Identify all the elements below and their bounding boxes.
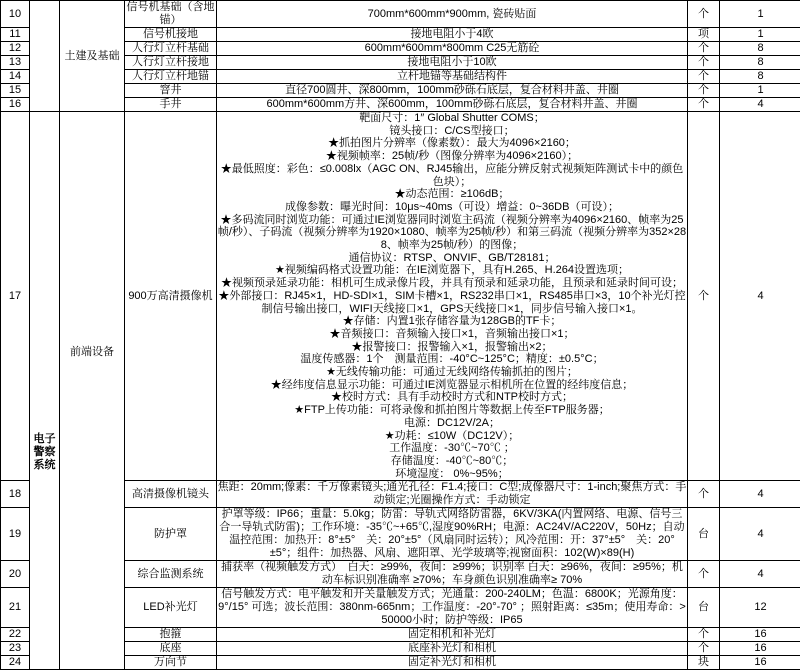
item-cell: 综合监测系统 bbox=[125, 561, 217, 588]
unit-cell: 个 bbox=[688, 1, 720, 28]
desc-cell: 靶面尺寸：1″ Global Shutter COMS； 镜头接口：C/CS型接口； ★抓拍图片分辨率（像素数）：最大为4096×2160； ★视频帧率：25帧/秒（图像分辨率为4096×2160）； ★最低照度：彩色：≤0.008lx（AGC ON、RJ45输出，应能分辨反射式视频矩阵测试卡中的颜色色块）； ★动态范围：≥106dB； 成像参数：曝光时间：10μs~40ms（可设）增益：0~36DB（可设）； ★多码流同时浏览功能：可通过IE浏览器同时浏览主码流（视频分辨率为4096×2160、帧率为25帧/秒）、子码流（视频分辨率为1920×1080、帧率为25帧/秒）和第三码流（视频分辨率为352×288、帧率为25帧/秒）的图像； 通信协议：RTSP、ONVIF、GB/T28181； ★视频编码格式设置功能：在IE浏览器下，具有H.265、H.264设置选项； ★视频预录延录功能：相机可生成录像片段，并具有预录和延录功能，且预录和延录时间可设； ★外部接口：RJ45×1，HD-SDI×1，SIM卡槽×1，RS232串口×1，RS485串口×3，10个补光灯控制信号输出接口，WIFI天线接口×1，GPS天线接口×1，同步信号输入接口×1。 ★存储：内置1张存储容量为128GB的TF卡； ★音频接口：音频输入接口×1，音频输出接口×1； ★报警接口：报警输入×1，报警输出×2； 温度传感器：1个 测量范围：-40°C~125°C；精度：±0.5°C； ★无线传输功能：可通过无线网络传输抓拍的图片； ★经纬度信息显示功能：可通过IE浏览器显示相机所在位置的经纬度信息； ★校时方式：具有手动校时方式和NTP校时方式； ★FTP上传功能：可将录像和抓拍图片等数据上传至FTP服务器； 电源：DC12V/2A； ★功耗：≤10W（DC12V）； 工作温度：-30℃~70℃ ； 存储温度：-40℃~80℃； 环境湿度： 0%~95%； bbox=[217, 112, 688, 481]
item-cell: 信号机接地 bbox=[125, 28, 217, 42]
desc-cell: 底座补光灯和相机 bbox=[217, 642, 688, 656]
item-cell: 人行灯立杆地锚 bbox=[125, 70, 217, 84]
unit-cell: 项 bbox=[688, 28, 720, 42]
seq-cell: 11 bbox=[1, 28, 30, 42]
item-cell: 抱箍 bbox=[125, 628, 217, 642]
desc-cell: 固定补光灯和相机 bbox=[217, 656, 688, 670]
unit-cell: 台 bbox=[688, 588, 720, 628]
table-row bbox=[1, 1, 800, 28]
qty-cell: 12 bbox=[720, 588, 800, 628]
seq-cell: 20 bbox=[1, 561, 30, 588]
table-row bbox=[1, 112, 800, 481]
unit-cell: 个 bbox=[688, 70, 720, 84]
qty-cell: 8 bbox=[720, 42, 800, 56]
seq-cell: 10 bbox=[1, 1, 30, 28]
qty-cell: 16 bbox=[720, 642, 800, 656]
subcategory-cell bbox=[60, 112, 125, 670]
unit-cell: 个 bbox=[688, 642, 720, 656]
item-cell: 900万高清摄像机 bbox=[125, 112, 217, 481]
seq-cell: 13 bbox=[1, 56, 30, 70]
qty-cell: 4 bbox=[720, 508, 800, 561]
item-cell: 窨井 bbox=[125, 84, 217, 98]
seq-cell: 23 bbox=[1, 642, 30, 656]
qty-cell: 1 bbox=[720, 28, 800, 42]
seq-cell: 22 bbox=[1, 628, 30, 642]
system-label: 电子警察系统 bbox=[30, 433, 59, 472]
item-cell: 防护罩 bbox=[125, 508, 217, 561]
seq-cell: 15 bbox=[1, 84, 30, 98]
desc-cell: 接地电阻小于10欧 bbox=[217, 56, 688, 70]
unit-cell: 台 bbox=[688, 508, 720, 561]
desc-cell: 护罩等级：IP66；重量：5.0kg；防雷：导轨式网络防雷器，6KV/3KA(内置网络、电源、信号三合一导轨式防雷)；工作环境：-35℃~+65℃,湿度90%RH；电源：AC24V/AC220V，50Hz；自动温控范围：加热开：8°±5° 关：20°±5°（风扇同时运转）；风冷范围：开：37°±5° 关：20°±5°；组件：加热器、风扇、遮阳罩、光学玻璃等;视窗面积：102(W)×89(H) bbox=[217, 508, 688, 561]
qty-cell: 4 bbox=[720, 561, 800, 588]
desc-cell: 信号触发方式：电平触发和开关量触发方式；光通量：200-240LM；色温：6800K；光源角度：9°/15° 可选；波长范围：380nm-665nm；工作温度：-20°-70° ；照射距离：≤35m；使用寿命：>50000小时；防护等级：IP65 bbox=[217, 588, 688, 628]
desc-cell: 焦距：20mm;像素：千万像素镜头;通光孔径：F1.4;接口：C型;成像器尺寸：1-inch;聚焦方式：手动锁定;光圈操作方式：手动锁定 bbox=[217, 481, 688, 508]
desc-cell: 直径700圆井、深800mm，100mm砂砾石底层，复合材料井盖、井圈 bbox=[217, 84, 688, 98]
qty-cell: 4 bbox=[720, 98, 800, 112]
item-cell: 底座 bbox=[125, 642, 217, 656]
item-cell: 高清摄像机镜头 bbox=[125, 481, 217, 508]
item-cell: LED补光灯 bbox=[125, 588, 217, 628]
unit-cell: 个 bbox=[688, 84, 720, 98]
qty-cell: 1 bbox=[720, 1, 800, 28]
qty-cell: 4 bbox=[720, 112, 800, 481]
unit-cell: 个 bbox=[688, 112, 720, 481]
item-cell: 信号机基础（含地锚） bbox=[125, 1, 217, 28]
qty-cell: 16 bbox=[720, 628, 800, 642]
unit-cell: 个 bbox=[688, 98, 720, 112]
qty-cell: 4 bbox=[720, 481, 800, 508]
unit-cell: 个 bbox=[688, 42, 720, 56]
seq-cell: 14 bbox=[1, 70, 30, 84]
qty-cell: 8 bbox=[720, 70, 800, 84]
qty-cell: 16 bbox=[720, 656, 800, 670]
desc-cell: 600mm*600mm方井、深600mm，100mm砂砾石底层，复合材料井盖、井圈 bbox=[217, 98, 688, 112]
seq-cell: 19 bbox=[1, 508, 30, 561]
subcategory-label: 前端设备 bbox=[70, 346, 114, 359]
subcategory-label: 土建及基础 bbox=[65, 50, 120, 62]
desc-cell: 600mm*600mm*800mm C25无筋砼 bbox=[217, 42, 688, 56]
item-cell: 手井 bbox=[125, 98, 217, 112]
item-cell: 万向节 bbox=[125, 656, 217, 670]
unit-cell: 个 bbox=[688, 561, 720, 588]
desc-cell: 700mm*600mm*900mm, 瓷砖贴面 bbox=[217, 1, 688, 28]
unit-cell: 个 bbox=[688, 628, 720, 642]
seq-cell: 12 bbox=[1, 42, 30, 56]
seq-cell: 24 bbox=[1, 656, 30, 670]
seq-cell: 18 bbox=[1, 481, 30, 508]
item-cell: 人行灯立杆基础 bbox=[125, 42, 217, 56]
subcategory-cell bbox=[60, 1, 125, 112]
desc-cell: 接地电阻小于4欧 bbox=[217, 28, 688, 42]
seq-cell: 16 bbox=[1, 98, 30, 112]
unit-cell: 个 bbox=[688, 56, 720, 70]
desc-cell: 固定相机和补光灯 bbox=[217, 628, 688, 642]
item-cell: 人行灯立杆接地 bbox=[125, 56, 217, 70]
seq-cell: 21 bbox=[1, 588, 30, 628]
desc-cell: 捕获率（视频触发方式） 白天：≥99%，夜间：≥99%；识别率 白天：≥96%，夜间：≥95%；机动车标识别准确率 ≥70%；车身颜色识别准确率≥ 70% bbox=[217, 561, 688, 588]
unit-cell: 块 bbox=[688, 656, 720, 670]
qty-cell: 1 bbox=[720, 84, 800, 98]
unit-cell: 个 bbox=[688, 481, 720, 508]
system-cell bbox=[30, 112, 60, 670]
qty-cell: 8 bbox=[720, 56, 800, 70]
seq-cell: 17 bbox=[1, 112, 30, 481]
desc-cell: 立杆地锚等基础结构件 bbox=[217, 70, 688, 84]
system-cell bbox=[30, 1, 60, 112]
spec-table-body bbox=[1, 1, 800, 670]
